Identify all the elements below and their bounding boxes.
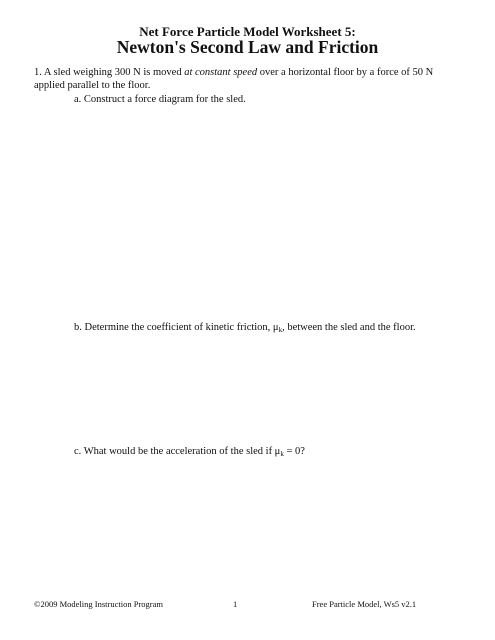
part-c-text-start: c. What would be the acceleration of the sled if μ <box>74 446 281 457</box>
footer-document-id: Free Particle Model, Ws5 v2.1 <box>312 599 417 609</box>
problem-1-text-start: 1. A sled weighing 300 N is moved <box>34 67 185 78</box>
problem-1-emphasis: at constant speed <box>184 67 258 78</box>
worksheet-supertitle: Net Force Particle Model Worksheet 5: <box>139 24 356 39</box>
part-c-subscript: k <box>280 450 284 458</box>
part-b-question <box>74 322 464 337</box>
worksheet-title: Newton's Second Law and Friction <box>116 37 379 57</box>
footer-copyright: ©2009 Modeling Instruction Program <box>34 599 163 609</box>
footer-page-number: 1 <box>233 599 238 609</box>
part-b-subscript: k <box>278 326 283 334</box>
problem-1-statement <box>34 67 464 92</box>
part-b-text-start: b. Determine the coefficient of kinetic friction, μ <box>74 322 279 333</box>
problem-1-text-end: over a horizontal floor by a force of 50 N applied parallel to the floor. <box>34 67 434 91</box>
part-b-text-end: , between the sled and the floor. <box>282 322 416 333</box>
part-a-question: a. Construct a force diagram for the sled. <box>74 94 246 105</box>
part-c-question <box>74 446 464 461</box>
part-c-text-end: = 0? <box>283 446 305 457</box>
